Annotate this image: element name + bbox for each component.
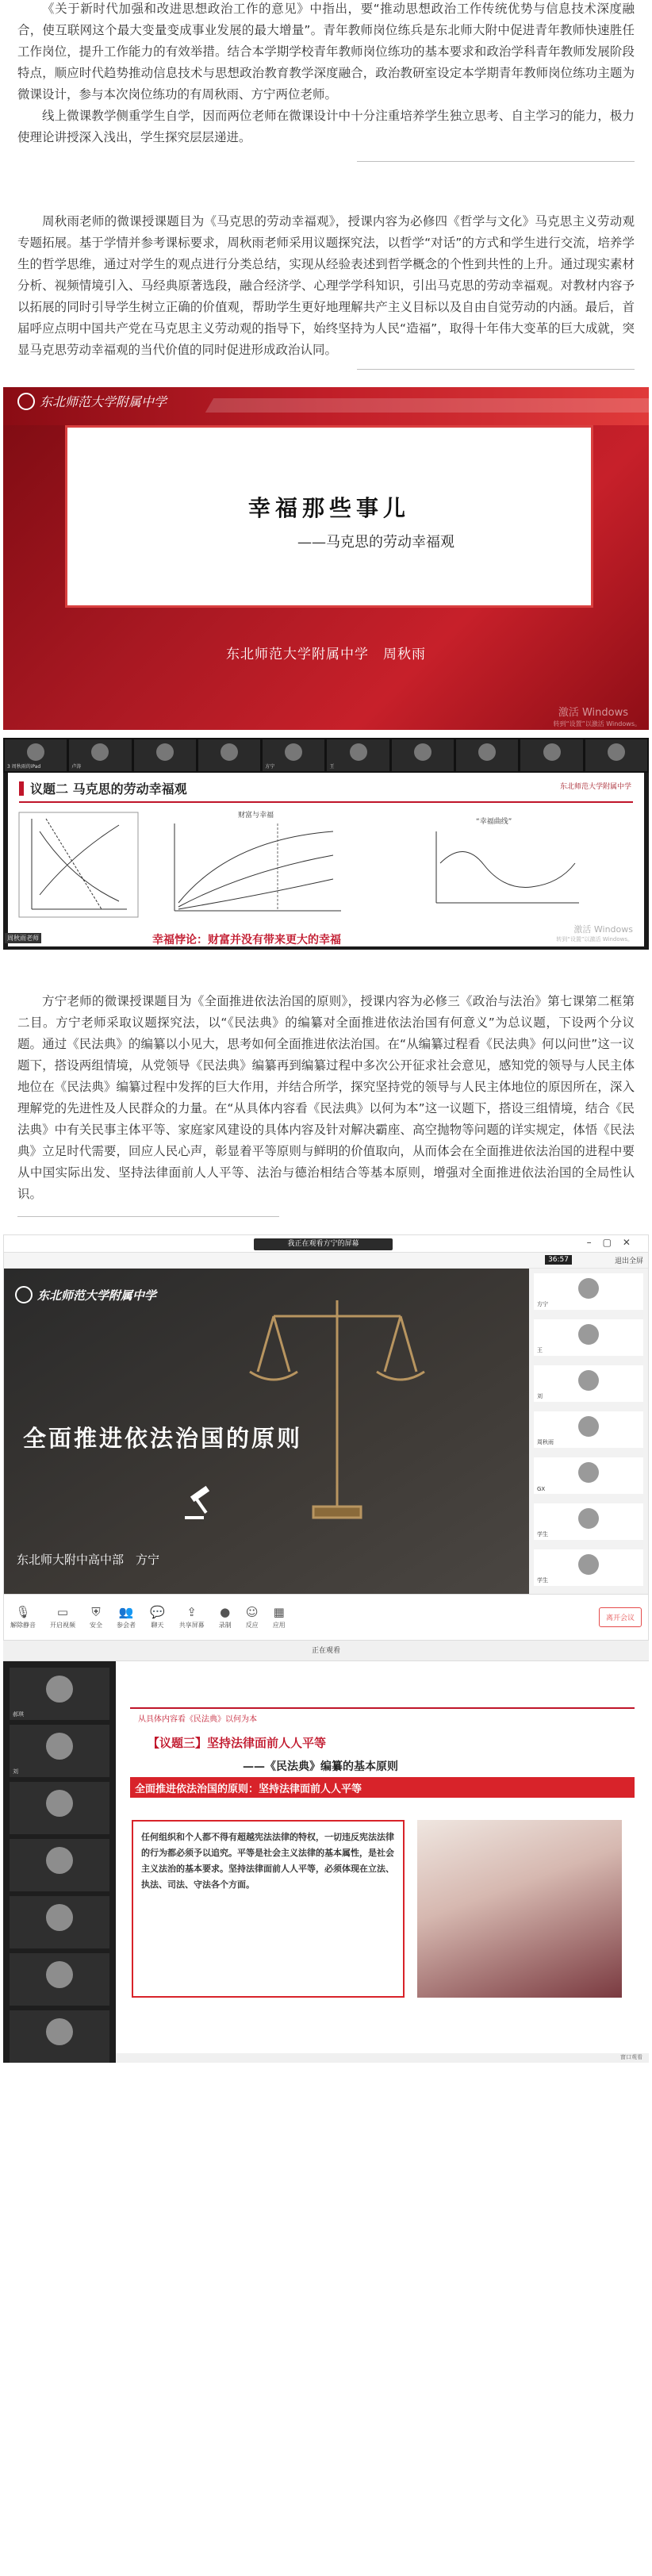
principle-text: 全面推进依法治国的原则：坚持法律面前人人平等 xyxy=(135,1783,362,1795)
activation-watermark-sub: 转到“设置”以激活 Windows。 xyxy=(553,720,641,727)
intro-paragraph: 《关于新时代加强和改进思想政治工作的意见》中指出，要“推动思想政治工作传统优势与信息技术深度融合，使互联网这个最大变量变成事业发展的最大增量”。青年教师岗位练兵是东北师大附中促进青年教师快速胜任工作岗位，提升工作能力的有效举措。结合本学期学校青年教师岗位练功的基本要求和政治学科青年教师发展阶段特点，顺应时代趋势推动信息技术与思想政治教育教学深度融合，政治教研室设定本学期青年教师岗位练功主题为微课设计，参与本次岗位练功的有周秋雨、方宁两位老师。 xyxy=(17,2,635,102)
slide-school: 东北师范大学附属中学 xyxy=(15,1286,156,1303)
participant-tile[interactable]: 周秋雨 xyxy=(534,1411,643,1448)
school-seal-icon xyxy=(15,1286,33,1303)
apps-icon: ▦ xyxy=(273,1605,285,1619)
meeting-screenshot-3 xyxy=(3,1641,649,2063)
participant-tile[interactable]: 卢涛 xyxy=(69,739,131,771)
apps-button[interactable]: ▦ 应用 xyxy=(272,1605,286,1629)
window-header: 正在观看 xyxy=(3,1641,649,1661)
participants-button[interactable]: 👥 参会者 xyxy=(117,1605,136,1629)
slide-subtitle: ——《民法典》编纂的基本原则 xyxy=(243,1760,398,1773)
slide-title: 议题二 马克思的劳动幸福观 xyxy=(19,779,187,797)
screen-share-banner[interactable]: 我正在观看方宁的屏幕 xyxy=(254,1238,393,1250)
record-icon: ● xyxy=(220,1605,231,1619)
avatar xyxy=(350,743,367,761)
participant-tile[interactable] xyxy=(10,2010,109,2063)
presenter-label: 周秋雨老师 xyxy=(5,933,41,943)
avatar xyxy=(578,1508,599,1529)
figure-happiness-curve xyxy=(436,816,579,903)
camera-icon: ▭ xyxy=(56,1605,69,1619)
students-photo xyxy=(417,1820,622,1998)
school-seal-icon xyxy=(17,393,35,410)
participant-tile[interactable] xyxy=(585,739,647,771)
share-screen-button[interactable]: ⇪ 共享屏幕 xyxy=(178,1605,205,1629)
microphone-icon: 🎙 xyxy=(15,1605,31,1619)
participant-tile[interactable] xyxy=(134,739,196,771)
window-titlebar xyxy=(4,1235,648,1253)
reactions-button[interactable]: ☺ 反应 xyxy=(245,1605,259,1629)
activation-watermark-sub: 转到“设置”以激活 Windows。 xyxy=(556,936,633,942)
figure-title: “幸福曲线” xyxy=(476,818,512,826)
shared-screen xyxy=(4,1269,529,1595)
participant-tile[interactable]: GX xyxy=(534,1457,643,1494)
activation-watermark: 激活 Windows xyxy=(573,924,633,935)
security-button[interactable]: ⛨ 安全 xyxy=(90,1605,102,1629)
participant-tile[interactable] xyxy=(456,739,518,771)
participant-tile[interactable]: 方宁 xyxy=(534,1273,643,1310)
participant-tile[interactable]: 刘 xyxy=(534,1365,643,1402)
shield-icon: ⛨ xyxy=(91,1605,101,1619)
content-text: 任何组织和个人都不得有超越宪法法律的特权，一切违反宪法法律的行为都必须予以追究。平等是社会主义法律的基本属性，是社会主义法治的基本要求。坚持法律面前人人平等，必须体现在立法、执法、司法、守法各个方面。 xyxy=(141,1832,394,1890)
figure-supply-demand xyxy=(19,812,138,917)
avatar xyxy=(578,1324,599,1345)
meeting-screenshot-2 xyxy=(3,1234,649,1641)
participant-tile[interactable]: 王 xyxy=(327,739,389,771)
participant-tile[interactable]: 郝琪 xyxy=(10,1668,109,1720)
smile-icon: ☺ xyxy=(245,1605,259,1619)
school-logo: 东北师范大学附属中学 xyxy=(17,392,167,410)
avatar xyxy=(91,743,109,761)
avatar xyxy=(578,1416,599,1437)
avatar xyxy=(578,1278,599,1299)
window-controls[interactable]: –▢✕ xyxy=(586,1237,642,1248)
participant-tile[interactable]: 王 xyxy=(534,1319,643,1356)
avatar xyxy=(156,743,174,761)
activation-watermark: 激活 Windows xyxy=(558,707,628,719)
avatar xyxy=(27,743,44,761)
avatar xyxy=(543,743,561,761)
participant-tile[interactable]: 方宁 xyxy=(263,739,324,771)
avatar xyxy=(414,743,431,761)
view-toggle[interactable]: 退出全屏 xyxy=(614,1257,643,1265)
avatar xyxy=(221,743,238,761)
avatar xyxy=(478,743,496,761)
avatar xyxy=(46,1676,73,1703)
window-footer: 窗口观看 xyxy=(116,2053,649,2063)
meeting-screenshot-1 xyxy=(3,738,649,950)
unmute-button[interactable]: 🎙 解除静音 xyxy=(10,1605,36,1629)
leave-meeting-button[interactable]: 离开会议 xyxy=(599,1607,642,1627)
shared-slide xyxy=(8,773,644,946)
chat-icon: 💬 xyxy=(150,1605,165,1619)
start-video-button[interactable]: ▭ 开启视频 xyxy=(50,1605,75,1629)
participant-tile[interactable] xyxy=(10,1953,109,2006)
zhou-paragraph: 周秋雨老师的微课授课题目为《马克思的劳动幸福观》，授课内容为必修四《哲学与文化》马克思主义劳动观专题拓展。基于学情并参考课标要求，周秋雨老师采用议题探究法，以哲学“对话”的方式和学生进行交流，培养学生的哲学思维，通过对学生的观点进行分类总结，实现从经验表述到哲学概念的个性到共性的上升。通过现实素材分析、视频情境引入、马经典原著选段，融合经济学、心理学学科知识，引出马克思的劳动幸福观。对教材内容予以拓展的同时引导学生树立正确的价值观，帮助学生更好地理解共产主义目标以及自由自觉劳动的内涵。最后，首届呼应点明中国共产党在马克思主义劳动观的指导下，始终坚持为人民“造福”，取得十年伟大变革的巨大成就，突显马克思劳动幸福观的当代价值的同时促进形成政治认同。 xyxy=(17,214,635,357)
participant-tile[interactable]: 学生 xyxy=(534,1503,643,1540)
avatar xyxy=(608,743,625,761)
people-icon: 👥 xyxy=(118,1605,134,1619)
avatar xyxy=(46,1847,73,1874)
participant-strip xyxy=(3,738,649,773)
participant-tile[interactable] xyxy=(392,739,454,771)
participant-panel xyxy=(3,1661,116,2063)
slide-title: 全面推进依法治国的原则 xyxy=(23,1425,303,1452)
avatar xyxy=(578,1554,599,1575)
participant-tile[interactable] xyxy=(10,1896,109,1948)
participant-tile[interactable]: 学生 xyxy=(534,1549,643,1586)
slide-topic: 从具体内容看《民法典》以何为本 xyxy=(138,1715,257,1724)
figure-title: 财富与幸福 xyxy=(238,812,274,820)
slide-title-image xyxy=(3,387,649,730)
figure-wealth-happiness xyxy=(175,810,341,911)
fang-paragraph: 方宁老师的微课授课题目为《全面推进依法治国的原则》，授课内容为必修三《政治与法治》第七课第二框第二目。方宁老师采取议题探究法，以“《民法典》的编纂对全面推进依法治国有何意义”为总议题，下设两个分议题。通过《民法典》的编纂以小见大，思考如何全面推进依法治国。在“从编纂过程看《民法典》何以问世”这一议题下，搭设两组情境，从党领导《民法典》编纂再到编纂过程中多次公开征求社会意见，感知党的领导与人民主体地位在《民法典》编纂过程中发挥的巨大作用，并结合所学，探究坚持党的领导与人民主体地位的原因所在，深入理解党的先进性及人民群众的力量。在“从具体内容看《民法典》以何为本”这一议题下，搭设三组情境，结合《民法典》中有关民事主体平等、家庭家风建设的具体内容及针对解决霸座、高空抛物等问题的详实规定，体悟《民法典》立足时代需要，回应人民心声，彰显着平等原则与鲜明的价值取向，从而体会在全面推进依法治国的进程中要从中国实际出发、坚持法律面前人人平等、法治与德治相结合等基本原则，增强对全面推进依法治国的全局性认识。 xyxy=(17,994,635,1201)
slide-title-box xyxy=(65,425,593,608)
status-bar xyxy=(4,1253,648,1269)
avatar xyxy=(578,1370,599,1391)
participant-tile[interactable] xyxy=(10,1782,109,1834)
intro-section xyxy=(0,0,652,162)
chat-button[interactable]: 💬 聊天 xyxy=(150,1605,165,1629)
participant-tile[interactable] xyxy=(10,1839,109,1891)
avatar xyxy=(46,1733,73,1760)
share-icon: ⇪ xyxy=(186,1605,197,1619)
avatar xyxy=(46,2018,73,2045)
participant-tile[interactable] xyxy=(520,739,582,771)
slide-subtitle: ——马克思的劳动幸福观 xyxy=(297,534,454,551)
avatar xyxy=(46,1904,73,1931)
slide-title: 幸福那些事儿 xyxy=(247,495,410,521)
slide-author: 东北师范大学附属中学 周秋雨 xyxy=(226,647,426,662)
avatar xyxy=(46,1961,73,1988)
content-box xyxy=(132,1820,405,1998)
participant-panel xyxy=(529,1269,648,1595)
shared-slide xyxy=(116,1661,649,2053)
intro-paragraph: 线上微课教学侧重学生自学，因而两位老师在微课设计中十分注重培养学生独立思考、自主学习的能力，极力使理论讲授深入浅出，学生探究层层递进。 xyxy=(17,109,635,144)
record-button[interactable]: ● 录制 xyxy=(218,1605,232,1629)
slide-title: 【议题三】坚持法律面前人人平等 xyxy=(148,1736,327,1750)
meeting-toolbar xyxy=(4,1594,648,1640)
avatar xyxy=(578,1462,599,1483)
slide-byline: 东北师大附中高中部 方宁 xyxy=(17,1553,160,1567)
participant-tile[interactable] xyxy=(198,739,260,771)
meeting-timer: 36:57 xyxy=(545,1255,572,1265)
happiness-paradox: 幸福悖论：财富并没有带来更大的幸福 xyxy=(152,934,341,946)
slide-figures xyxy=(8,808,649,935)
slide-school: 东北师范大学附属中学 xyxy=(559,783,631,791)
avatar xyxy=(46,1790,73,1817)
participant-tile[interactable]: 3 周秋雨的iPad xyxy=(5,739,67,771)
avatar xyxy=(285,743,302,761)
participant-tile[interactable]: 刘 xyxy=(10,1725,109,1777)
